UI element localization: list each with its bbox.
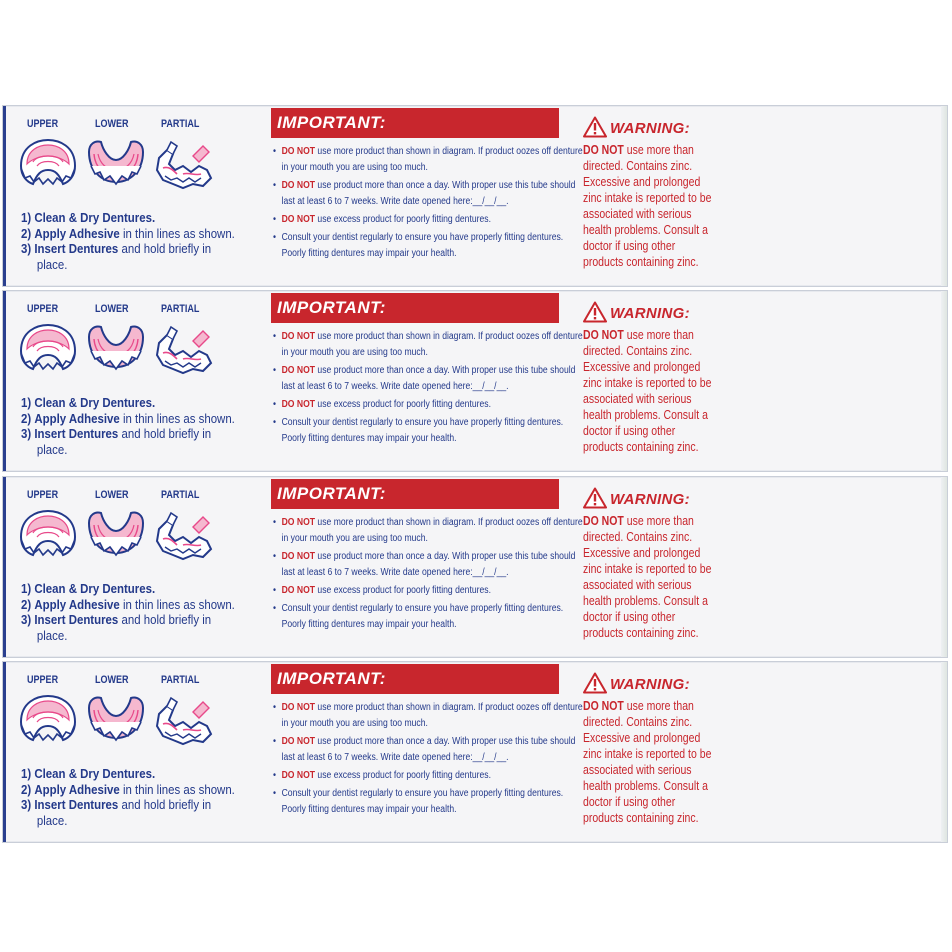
- warning-line: health problems. Consult a: [583, 779, 708, 793]
- step-2: 2) Apply Adhesive in thin lines as shown.: [21, 225, 235, 241]
- warning-triangle-icon: [583, 487, 607, 514]
- warning-text: [583, 327, 743, 455]
- important-title: IMPORTANT:: [277, 113, 386, 132]
- warning-line: products containing zinc.: [583, 255, 699, 269]
- important-banner: [271, 479, 559, 509]
- important-bullet-2: • DO NOT use product more than once a day. With proper use this tube should last at least 6 to 7 weeks. Write date opened here:__/__/__.: [273, 736, 576, 763]
- denture-diagrams: [17, 692, 217, 752]
- type-label-partial: PARTIAL: [161, 118, 200, 130]
- type-label-partial: PARTIAL: [161, 674, 200, 686]
- important-bullet-3: • DO NOT use excess product for poorly fitting dentures.: [273, 770, 491, 781]
- step-1: 1) Clean & Dry Dentures.: [21, 581, 156, 596]
- type-label-lower: LOWER: [95, 674, 129, 686]
- denture-types: [27, 303, 237, 317]
- warning-line: Excessive and prolonged: [583, 546, 701, 560]
- type-label-lower: LOWER: [95, 303, 129, 315]
- warning-header: [583, 301, 753, 327]
- instruction-steps: [21, 581, 271, 643]
- warning-line: doctor if using other: [583, 795, 676, 809]
- label-panel-4: [2, 661, 948, 843]
- important-title: IMPORTANT:: [277, 298, 386, 317]
- warning-line: products containing zinc.: [583, 626, 699, 640]
- important-bullet-4: • Consult your dentist regularly to ensure you have properly fitting dentures. Poorly fitting dentures may impair your health.: [273, 232, 564, 259]
- warning-line: health problems. Consult a: [583, 223, 708, 237]
- label-panel-2: [2, 290, 948, 472]
- warning-line: zinc intake is reported to be: [583, 376, 712, 390]
- partial-denture-icon: [153, 692, 215, 748]
- partial-denture-icon: [153, 321, 215, 377]
- type-label-upper: UPPER: [27, 118, 59, 130]
- warning-line: directed. Contains zinc.: [583, 715, 693, 729]
- step-1: 1) Clean & Dry Dentures.: [21, 766, 156, 781]
- step-2: 2) Apply Adhesive in thin lines as shown.: [21, 781, 235, 797]
- type-label-lower: LOWER: [95, 489, 129, 501]
- warning-line: Excessive and prolonged: [583, 731, 701, 745]
- upper-denture-icon: [17, 507, 79, 563]
- upper-denture-icon: [17, 321, 79, 377]
- warning-header: [583, 487, 753, 513]
- warning-line: health problems. Consult a: [583, 408, 708, 422]
- important-list: [273, 515, 583, 635]
- important-bullet-2: • DO NOT use product more than once a day. With proper use this tube should last at least 6 to 7 weeks. Write date opened here:__/__/__.: [273, 365, 576, 392]
- important-bullet-2: • DO NOT use product more than once a day. With proper use this tube should last at least 6 to 7 weeks. Write date opened here:__/__/__.: [273, 180, 576, 207]
- important-bullet-1: • DO NOT use more product than shown in diagram. If product oozes off denture in your mouth you are using too much.: [273, 331, 583, 358]
- important-bullet-1: • DO NOT use more product than shown in diagram. If product oozes off denture in your mouth you are using too much.: [273, 146, 583, 173]
- step-3: 3) Insert Dentures and hold briefly in: [21, 241, 212, 256]
- step-2: 2) Apply Adhesive in thin lines as shown.: [21, 410, 235, 426]
- warning-header: [583, 116, 753, 142]
- instruction-steps: [21, 395, 271, 457]
- important-title: IMPORTANT:: [277, 669, 386, 688]
- warning-text: [583, 513, 743, 641]
- denture-diagrams: [17, 321, 217, 381]
- warning-line: zinc intake is reported to be: [583, 562, 712, 576]
- partial-denture-icon: [153, 136, 215, 192]
- upper-denture-icon: [17, 692, 79, 748]
- warning-line: DO NOT use more than: [583, 328, 694, 342]
- denture-diagrams: [17, 136, 217, 196]
- warning-line: DO NOT use more than: [583, 514, 694, 528]
- important-bullet-3: • DO NOT use excess product for poorly fitting dentures.: [273, 585, 491, 596]
- partial-denture-icon: [153, 507, 215, 563]
- denture-types: [27, 118, 237, 132]
- lower-denture-icon: [85, 507, 147, 563]
- warning-title: WARNING:: [610, 120, 690, 137]
- important-list: [273, 700, 583, 820]
- upper-denture-icon: [17, 136, 79, 192]
- important-bullet-1: • DO NOT use more product than shown in diagram. If product oozes off denture in your mouth you are using too much.: [273, 517, 583, 544]
- warning-triangle-icon: [583, 672, 607, 699]
- warning-line: associated with serious: [583, 763, 692, 777]
- important-banner: [271, 293, 559, 323]
- denture-diagrams: [17, 507, 217, 567]
- warning-line: directed. Contains zinc.: [583, 344, 693, 358]
- warning-line: zinc intake is reported to be: [583, 747, 712, 761]
- denture-types: [27, 489, 237, 503]
- warning-title: WARNING:: [610, 305, 690, 322]
- type-label-partial: PARTIAL: [161, 489, 200, 501]
- warning-triangle-icon: [583, 116, 607, 143]
- step-2: 2) Apply Adhesive in thin lines as shown.: [21, 596, 235, 612]
- step-1: 1) Clean & Dry Dentures.: [21, 210, 156, 225]
- step-3-continued: place.: [36, 441, 68, 457]
- warning-header: [583, 672, 753, 698]
- label-panel-1: [2, 105, 948, 287]
- type-label-partial: PARTIAL: [161, 303, 200, 315]
- warning-line: doctor if using other: [583, 239, 676, 253]
- step-3-continued: place.: [36, 256, 68, 272]
- step-3: 3) Insert Dentures and hold briefly in: [21, 426, 212, 441]
- type-label-upper: UPPER: [27, 674, 59, 686]
- step-3-continued: place.: [36, 627, 68, 643]
- important-bullet-2: • DO NOT use product more than once a day. With proper use this tube should last at least 6 to 7 weeks. Write date opened here:__/__/__.: [273, 551, 576, 578]
- warning-text: [583, 698, 743, 826]
- warning-line: directed. Contains zinc.: [583, 159, 693, 173]
- step-3: 3) Insert Dentures and hold briefly in: [21, 797, 212, 812]
- lower-denture-icon: [85, 136, 147, 192]
- warning-line: health problems. Consult a: [583, 594, 708, 608]
- important-bullet-4: • Consult your dentist regularly to ensure you have properly fitting dentures. Poorly fitting dentures may impair your health.: [273, 603, 564, 630]
- lower-denture-icon: [85, 321, 147, 377]
- denture-types: [27, 674, 237, 688]
- warning-line: associated with serious: [583, 207, 692, 221]
- type-label-upper: UPPER: [27, 489, 59, 501]
- instruction-steps: [21, 210, 271, 272]
- warning-line: DO NOT use more than: [583, 699, 694, 713]
- warning-title: WARNING:: [610, 676, 690, 693]
- step-1: 1) Clean & Dry Dentures.: [21, 395, 156, 410]
- warning-text: [583, 142, 743, 270]
- important-bullet-1: • DO NOT use more product than shown in diagram. If product oozes off denture in your mouth you are using too much.: [273, 702, 583, 729]
- important-bullet-4: • Consult your dentist regularly to ensure you have properly fitting dentures. Poorly fitting dentures may impair your health.: [273, 417, 564, 444]
- important-banner: [271, 664, 559, 694]
- warning-line: DO NOT use more than: [583, 143, 694, 157]
- warning-line: doctor if using other: [583, 424, 676, 438]
- warning-line: zinc intake is reported to be: [583, 191, 712, 205]
- type-label-lower: LOWER: [95, 118, 129, 130]
- warning-line: directed. Contains zinc.: [583, 530, 693, 544]
- label-panel-3: [2, 476, 948, 658]
- important-bullet-4: • Consult your dentist regularly to ensure you have properly fitting dentures. Poorly fitting dentures may impair your health.: [273, 788, 564, 815]
- important-title: IMPORTANT:: [277, 484, 386, 503]
- warning-line: Excessive and prolonged: [583, 360, 701, 374]
- step-3-continued: place.: [36, 812, 68, 828]
- lower-denture-icon: [85, 692, 147, 748]
- important-list: [273, 329, 583, 449]
- important-bullet-3: • DO NOT use excess product for poorly fitting dentures.: [273, 399, 491, 410]
- warning-line: associated with serious: [583, 392, 692, 406]
- warning-line: products containing zinc.: [583, 811, 699, 825]
- important-banner: [271, 108, 559, 138]
- warning-line: associated with serious: [583, 578, 692, 592]
- warning-title: WARNING:: [610, 491, 690, 508]
- warning-line: products containing zinc.: [583, 440, 699, 454]
- warning-triangle-icon: [583, 301, 607, 328]
- type-label-upper: UPPER: [27, 303, 59, 315]
- warning-line: Excessive and prolonged: [583, 175, 701, 189]
- step-3: 3) Insert Dentures and hold briefly in: [21, 612, 212, 627]
- important-bullet-3: • DO NOT use excess product for poorly fitting dentures.: [273, 214, 491, 225]
- warning-line: doctor if using other: [583, 610, 676, 624]
- instruction-steps: [21, 766, 271, 828]
- important-list: [273, 144, 583, 264]
